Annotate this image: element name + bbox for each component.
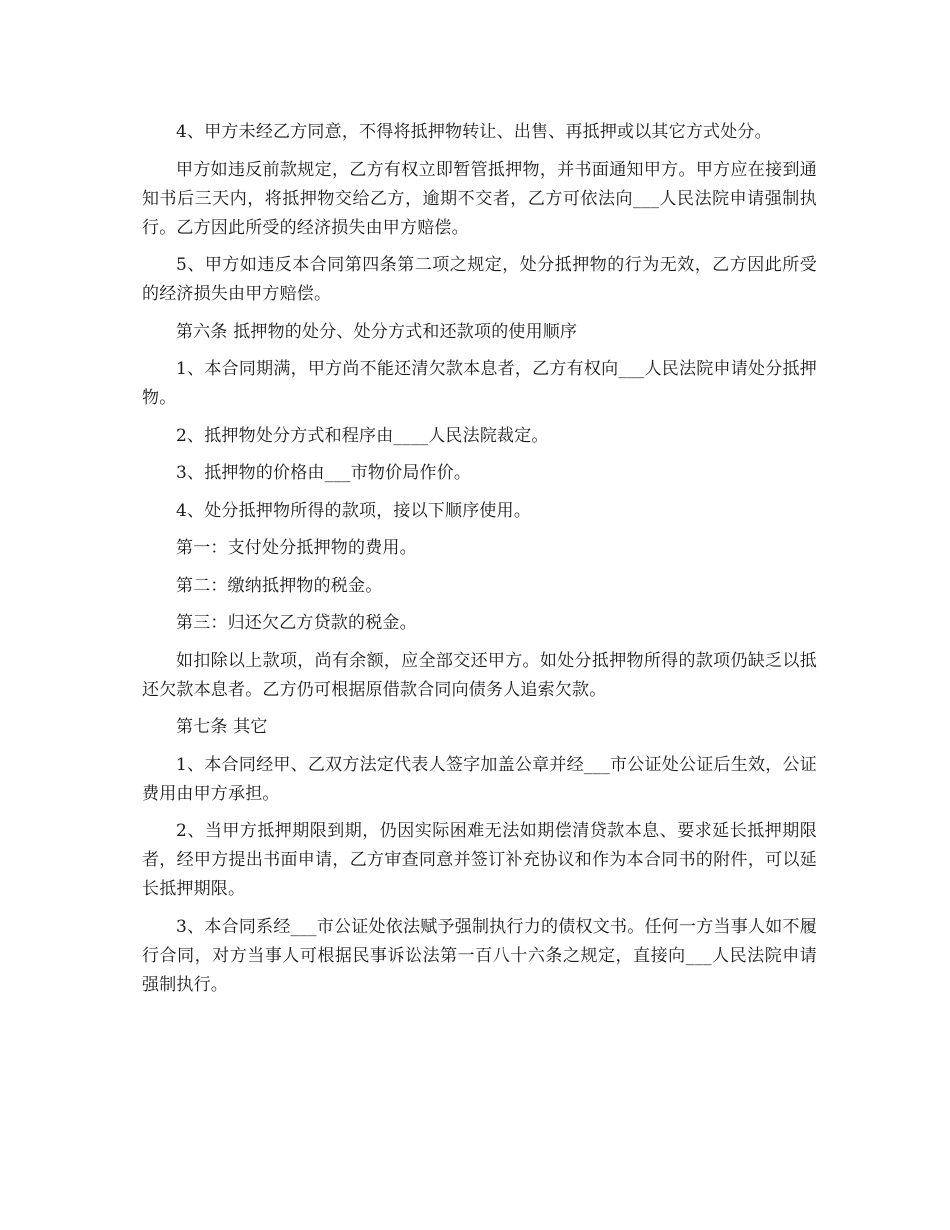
document-page [142, 118, 817, 1008]
paragraph: 4、处分抵押物所得的款项，接以下顺序使用。 [176, 500, 532, 521]
paragraph: 第二：缴纳抵押物的税金。 [176, 575, 383, 596]
paragraph: 4、甲方未经乙方同意，不得将抵押物转让、出售、再抵押或以其它方式处分。 [176, 122, 772, 142]
paragraph: 2、抵押物处分方式和程序由____人民法院裁定。 [176, 425, 549, 446]
paragraph: 如扣除以上款项，尚有余额，应全部交还甲方。如处分抵押物所得的款项仍缺乏以抵还欠款本息者。乙方仍可根据原借款合同向债务人追索欠款。 [142, 650, 817, 700]
paragraph: 1、本合同期满，甲方尚不能还清欠款本息者，乙方有权向___人民法院申请处分抵押物。 [142, 359, 817, 408]
section-heading: 第六条 抵押物的处分、处分方式和还款项的使用顺序 [176, 321, 578, 342]
paragraph: 3、抵押物的价格由___市物价局作价。 [176, 463, 472, 483]
section-heading: 第七条 其它 [176, 717, 268, 737]
paragraph: 甲方如违反前款规定，乙方有权立即暂管抵押物，并书面通知甲方。甲方应在接到通知书后三天内，将抵押物交给乙方，逾期不交者，乙方可依法向___人民法院申请强制执行。乙方因此所受的经济损失由甲方赔偿。 [142, 159, 817, 238]
paragraph: 3、本合同系经___市公证处依法赋予强制执行力的债权文书。任何一方当事人如不履行合同，对方当事人可根据民事诉讼法第一百八十六条之规定，直接向___人民法院申请强制执行。 [142, 916, 817, 995]
paragraph: 第一：支付处分抵押物的费用。 [176, 538, 417, 558]
paragraph: 1、本合同经甲、乙双方法定代表人签字加盖公章并经___市公证处公证后生效，公证费用由甲方承担。 [142, 754, 817, 804]
paragraph: 第三：归还欠乙方贷款的税金。 [176, 613, 417, 633]
paragraph: 2、当甲方抵押期限到期，仍因实际困难无法如期偿清贷款本息、要求延长抵押期限者，经甲方提出书面申请，乙方审查同意并签订补充协议和作为本合同书的附件，可以延长抵押期限。 [142, 821, 817, 899]
paragraph: 5、甲方如违反本合同第四条第二项之规定，处分抵押物的行为无效，乙方因此所受的经济损失由甲方赔偿。 [142, 255, 817, 304]
